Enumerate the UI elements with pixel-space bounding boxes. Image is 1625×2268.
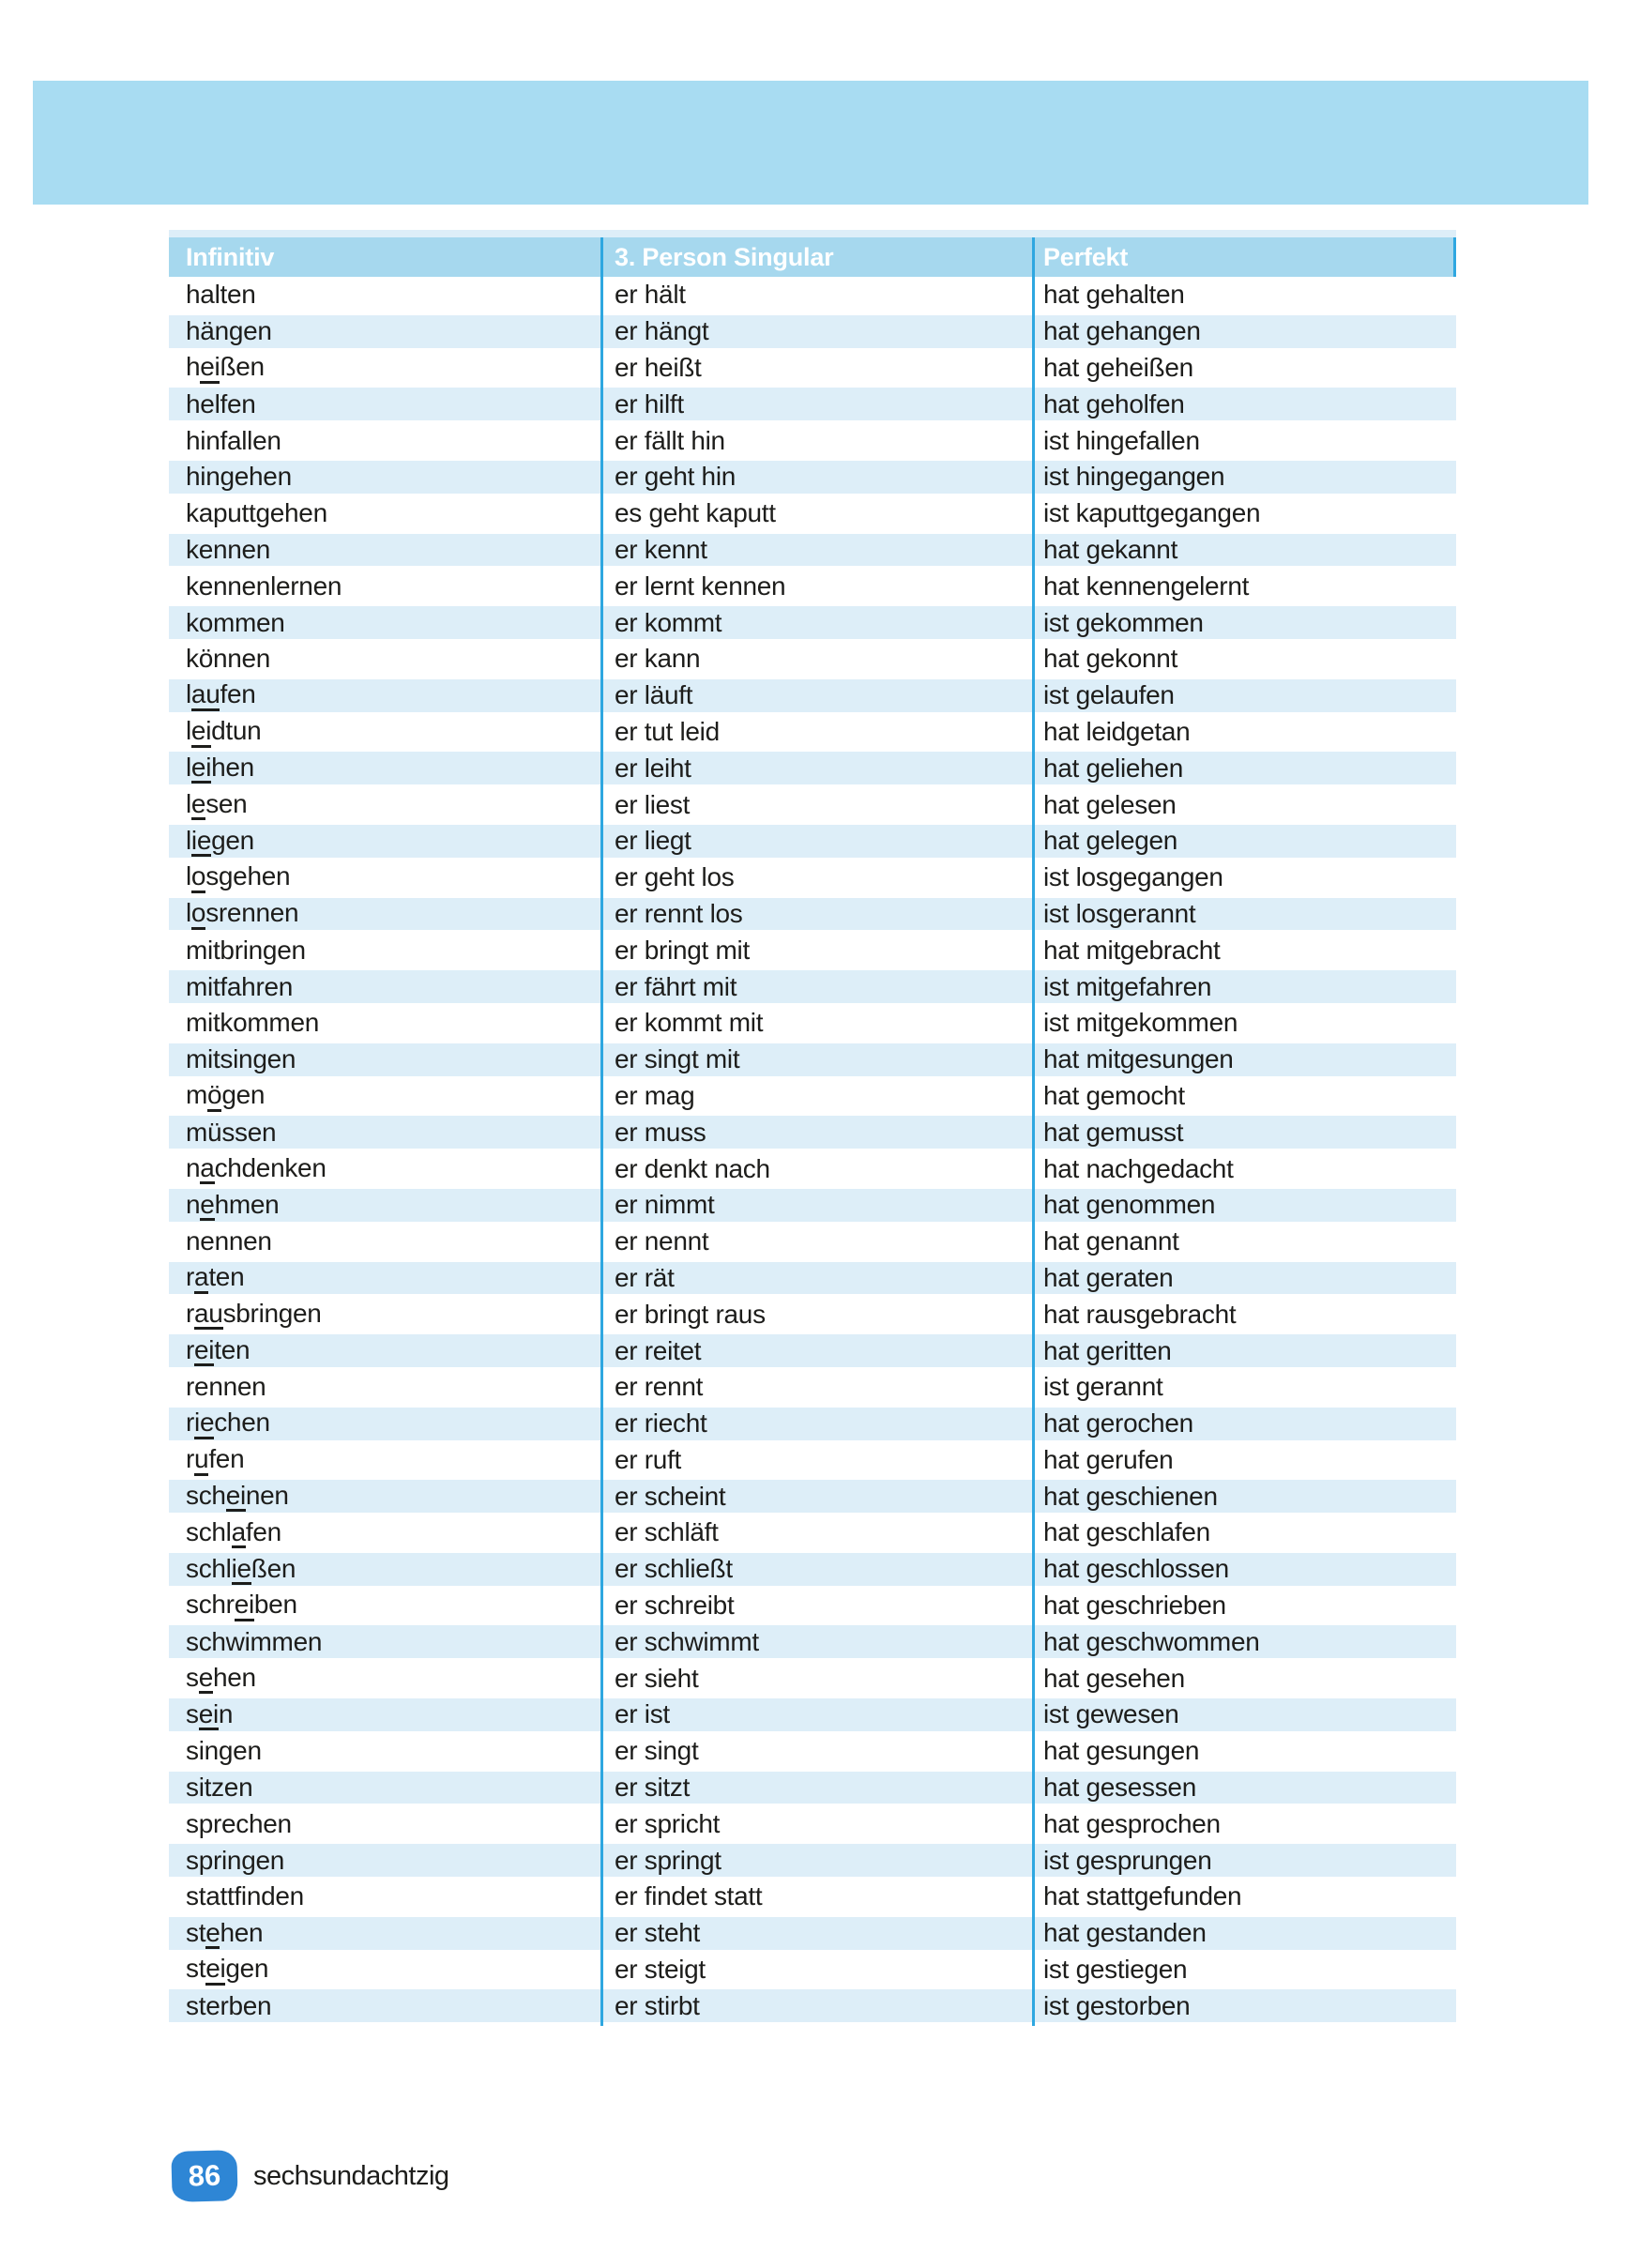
singular-cell: er kommt [615,607,722,637]
singular-cell: er steigt [615,1955,706,1985]
stress-mark: a [232,1518,246,1548]
infinitive-cell: helfen [186,388,256,419]
table-row [169,1260,1456,1297]
table-row [169,1478,1456,1515]
singular-cell: er liest [615,789,691,819]
infinitive-cell: kennenlernen [186,571,342,601]
table-row [169,1733,1456,1770]
infinitive-cell: laufen [169,679,600,710]
singular-cell: er hält [615,280,686,310]
perfekt-cell: hat geheißen [1043,352,1193,382]
table-row [169,1805,1456,1842]
infinitive-cell: kaputtgehen [186,498,327,528]
singular-cell: er denkt nach [615,1153,770,1183]
singular-cell: er schläft [615,1517,719,1547]
infinitive-cell: liegen [169,826,600,857]
stress-mark: e [200,388,215,419]
perfekt-cell: hat gehalten [1043,280,1185,310]
page-number-badge [171,2150,237,2202]
singular-cell: er sieht [615,1663,699,1693]
perfekt-cell: hat leidgetan [1043,716,1191,746]
perfekt-cell: hat gesungen [1043,1736,1200,1766]
perfekt-cell: hat gesprochen [1043,1808,1221,1838]
infinitive-cell: scheinen [169,1481,600,1512]
perfekt-cell: hat gekannt [1043,534,1178,564]
singular-cell: er springt [615,1845,721,1875]
infinitive-cell: halten [186,280,256,310]
perfekt-cell: hat genommen [1043,1190,1216,1220]
singular-cell: er bringt mit [615,935,750,965]
perfekt-cell: hat mitgesungen [1043,1044,1234,1074]
infinitive-cell: leidtun [169,716,600,747]
infinitive-cell: nehmen [169,1190,600,1221]
perfekt-cell: hat geschienen [1043,1481,1218,1511]
singular-cell: er sitzt [615,1773,691,1803]
table-row [169,714,1456,751]
stress-mark: i [200,425,206,455]
perfekt-cell: ist gerannt [1043,1372,1163,1402]
perfekt-cell: hat geritten [1043,1335,1172,1365]
table-row [169,1551,1456,1588]
table-row [169,1296,1456,1332]
table-row [169,1150,1456,1187]
table-row [169,277,1456,313]
table-row [169,495,1456,532]
infinitive-cell: schließen [169,1554,600,1585]
infinitive-cell: schreiben [169,1590,600,1621]
table-row [169,1915,1456,1952]
singular-cell: er rät [615,1262,675,1292]
perfekt-cell: hat gerochen [1043,1408,1193,1438]
stress-mark: e [205,1919,220,1949]
infinitive-cell: losgehen [169,861,600,892]
perfekt-cell: ist gestiegen [1043,1955,1188,1985]
stress-mark: i [207,1008,213,1038]
table-row [169,313,1456,350]
perfekt-cell: hat geschlafen [1043,1517,1210,1547]
singular-cell: er leiht [615,753,691,783]
stress-mark: ie [194,1408,214,1438]
perfekt-cell: hat geliehen [1043,753,1183,783]
stress-mark: au [191,680,220,710]
singular-cell: er nennt [615,1226,709,1256]
singular-cell: er lernt kennen [615,571,786,601]
perfekt-cell: ist mitgekommen [1043,1008,1238,1038]
table-row [169,1515,1456,1551]
table-row [169,1623,1456,1660]
infinitive-cell: sitzen [186,1773,253,1803]
perfekt-cell: ist gekommen [1043,607,1204,637]
table-row [169,786,1456,823]
table-row [169,1842,1456,1879]
singular-cell: er kann [615,644,701,674]
infinitive-cell: sprechen [186,1808,292,1838]
stress-mark: e [199,1664,213,1694]
singular-cell: er bringt raus [615,1299,766,1329]
table-row [169,932,1456,968]
infinitive-cell: mögen [169,1080,600,1111]
table-row [169,386,1456,422]
stress-mark: a [200,280,215,310]
stress-mark: i [244,1626,251,1656]
singular-cell: er rennt [615,1372,704,1402]
infinitive-cell: leihen [169,753,600,784]
singular-cell: er kommt mit [615,1008,764,1038]
table-row [169,1697,1456,1733]
infinitive-cell: schwimmen [186,1626,323,1656]
table-row [169,1406,1456,1442]
infinitive-cell: heißen [169,352,600,383]
perfekt-cell: ist hingegangen [1043,462,1225,492]
table-row [169,350,1456,387]
singular-cell: er hängt [615,316,709,346]
singular-cell: er liegt [615,826,691,856]
singular-cell: er tut leid [615,716,720,746]
singular-cell: er ruft [615,1444,682,1474]
perfekt-cell: hat gestanden [1043,1918,1207,1948]
singular-cell: er fährt mit [615,971,737,1001]
table-row [169,1660,1456,1697]
singular-cell: er riecht [615,1408,707,1438]
infinitive-cell: mitfahren [186,971,294,1001]
perfekt-cell: hat gelesen [1043,789,1177,819]
stress-mark: ie [232,1555,251,1585]
perfekt-cell: hat geraten [1043,1262,1174,1292]
column-header-perfekt: Perfekt [1043,242,1129,271]
perfekt-cell: ist gelaufen [1043,680,1175,710]
singular-cell: er läuft [615,680,693,710]
infinitive-cell: stehen [169,1918,600,1949]
stress-mark: e [198,571,213,601]
stress-mark: i [200,462,206,492]
infinitive-cell: sein [169,1699,600,1730]
stress-mark: o [191,862,205,892]
infinitive-cell: hängen [186,316,272,346]
stress-mark: ä [200,316,215,346]
singular-cell: er rennt los [615,898,743,928]
singular-cell: er schließt [615,1554,733,1584]
infinitive-cell: springen [186,1845,285,1875]
stress-mark: e [205,1990,220,2020]
table-row [169,1770,1456,1806]
table-row [169,1987,1456,2024]
column-divider-2 [1032,237,1035,2026]
stress-mark: u [194,1445,208,1475]
singular-cell: er geht los [615,862,735,892]
infinitive-cell: hinfallen [186,425,281,455]
table-row [169,459,1456,495]
table-row [169,677,1456,714]
infinitive-cell: mitsingen [186,1044,296,1074]
page-number-word: sechsundachtzig [253,2160,449,2191]
infinitive-cell: mitkommen [186,1008,319,1038]
table-row [169,1442,1456,1479]
table-row [169,860,1456,896]
perfekt-cell: hat gemusst [1043,1117,1184,1147]
perfekt-cell: ist mitgefahren [1043,971,1212,1001]
stress-mark: ü [207,1117,222,1147]
stress-mark: a [200,1154,214,1184]
singular-cell: er geht hin [615,462,737,492]
stress-mark: i [207,971,213,1001]
stress-mark: e [200,1226,215,1256]
infinitive-cell: riechen [169,1408,600,1438]
perfekt-cell: hat gekonnt [1043,644,1178,674]
perfekt-cell: hat geholfen [1043,388,1185,419]
singular-cell: er singt [615,1736,699,1766]
table-row [169,1369,1456,1406]
table-row [169,422,1456,459]
singular-cell: er steht [615,1918,700,1948]
table-row [169,568,1456,604]
singular-cell: er ist [615,1699,670,1729]
stress-mark: ei [200,353,220,383]
infinitive-cell: hingehen [186,462,292,492]
table-header-row [169,237,1456,277]
singular-cell: er hilft [615,388,684,419]
table-row [169,1332,1456,1369]
stress-mark: ei [191,753,211,784]
perfekt-cell: hat gehangen [1043,316,1201,346]
table-body [169,277,1456,2024]
perfekt-cell: hat kennengelernt [1043,571,1250,601]
perfekt-cell: ist gestorben [1043,1990,1191,2020]
table-row [169,1952,1456,1988]
infinitive-cell: raten [169,1262,600,1293]
infinitive-cell: kommen [186,607,285,637]
infinitive-cell: singen [186,1736,262,1766]
singular-cell: er muss [615,1117,706,1147]
singular-cell: er mag [615,1080,695,1110]
singular-cell: er scheint [615,1481,726,1511]
singular-cell: er singt mit [615,1044,740,1074]
stress-mark: a [194,1263,208,1293]
stress-mark: ie [191,827,211,857]
stress-mark: ö [198,644,213,674]
table-row [169,1078,1456,1115]
singular-cell: er stirbt [615,1990,700,2020]
infinitive-cell: lesen [169,789,600,820]
stress-mark: ei [235,1591,254,1621]
table-row [169,1005,1456,1042]
perfekt-cell: hat mitgebracht [1043,935,1221,965]
perfekt-cell: hat gesessen [1043,1773,1196,1803]
column-header-infinitiv: Infinitiv [186,242,275,271]
singular-cell: er findet statt [615,1881,763,1911]
table-row [169,604,1456,641]
perfekt-cell: ist gesprungen [1043,1845,1212,1875]
infinitive-cell: sehen [169,1663,600,1694]
perfekt-cell: hat genannt [1043,1226,1179,1256]
table-row [169,1588,1456,1624]
stress-mark: i [198,1736,205,1766]
perfekt-cell: hat gerufen [1043,1444,1174,1474]
singular-cell: er schreibt [615,1591,735,1621]
column-divider-1 [600,237,603,2026]
stress-mark: ö [207,1081,221,1111]
stress-mark: ei [194,1336,214,1366]
infinitive-cell: müssen [186,1117,277,1147]
stress-mark: e [198,534,213,564]
stress-mark: e [191,790,205,820]
perfekt-cell: hat stattgefunden [1043,1881,1242,1911]
table-row [169,1114,1456,1150]
stress-mark: o [191,899,205,929]
table-row [169,1224,1456,1260]
stress-mark: i [198,1773,205,1803]
singular-cell: er heißt [615,352,702,382]
infinitive-cell: rennen [186,1372,266,1402]
singular-cell: er spricht [615,1808,721,1838]
perfekt-cell: hat nachgedacht [1043,1153,1234,1183]
infinitive-cell: stattfinden [186,1881,304,1911]
table-row [169,532,1456,569]
table-top-accent [169,230,1456,237]
infinitive-cell: steigen [169,1954,600,1985]
stress-mark: i [207,1044,213,1074]
infinitive-cell: reiten [169,1335,600,1366]
table-row [169,1042,1456,1078]
stress-mark: e [200,1191,214,1221]
perfekt-cell: ist losgerannt [1043,898,1196,928]
stress-mark: ei [205,1955,225,1985]
table-row [169,823,1456,860]
stress-mark: i [207,935,213,965]
infinitive-cell: schlafen [169,1517,600,1548]
singular-cell: er nimmt [615,1190,715,1220]
singular-cell: er kennt [615,534,707,564]
singular-cell: er schwimmt [615,1626,759,1656]
stress-mark: e [221,1808,236,1838]
infinitive-cell: kennen [186,534,271,564]
perfekt-cell: hat gelegen [1043,826,1178,856]
perfekt-cell: ist losgegangen [1043,862,1223,892]
infinitive-cell: mitbringen [186,935,306,965]
stress-mark: o [198,607,213,637]
table-row [169,968,1456,1005]
perfekt-cell: hat geschrieben [1043,1591,1226,1621]
singular-cell: er reitet [615,1335,702,1365]
infinitive-cell: losrennen [169,898,600,929]
infinitive-cell: rufen [169,1444,600,1475]
stress-mark: ei [199,1700,219,1730]
table-row [169,896,1456,933]
verb-table [169,237,1456,2024]
perfekt-cell: hat rausgebracht [1043,1299,1237,1329]
stress-mark: i [221,1845,227,1875]
table-row [169,1187,1456,1224]
singular-cell: es geht kaputt [615,498,776,528]
perfekt-cell: hat geschwommen [1043,1626,1260,1656]
infinitive-cell: können [186,644,271,674]
perfekt-cell: ist gewesen [1043,1699,1179,1729]
stress-mark: e [194,1372,209,1402]
infinitive-cell: rausbringen [169,1299,600,1330]
column-header-singular: 3. Person Singular [615,242,834,271]
table-row [169,1879,1456,1915]
stress-mark: ei [226,1482,246,1512]
perfekt-cell: ist kaputtgegangen [1043,498,1261,528]
infinitive-cell: nennen [186,1226,272,1256]
perfekt-cell: ist hingefallen [1043,425,1200,455]
infinitive-cell: nachdenken [169,1153,600,1184]
page-number: 86 [188,2158,221,2193]
stress-mark: au [194,1300,223,1330]
perfekt-cell: hat geschlossen [1043,1554,1229,1584]
perfekt-cell: hat gemocht [1043,1080,1185,1110]
table-row [169,641,1456,677]
infinitive-cell: sterben [186,1990,272,2020]
singular-cell: er fällt hin [615,425,725,455]
stress-mark: a [205,1881,220,1911]
top-banner [33,81,1588,205]
stress-mark: u [227,498,242,528]
perfekt-cell: hat gesehen [1043,1663,1185,1693]
stress-mark: ei [191,717,211,747]
table-row [169,750,1456,786]
